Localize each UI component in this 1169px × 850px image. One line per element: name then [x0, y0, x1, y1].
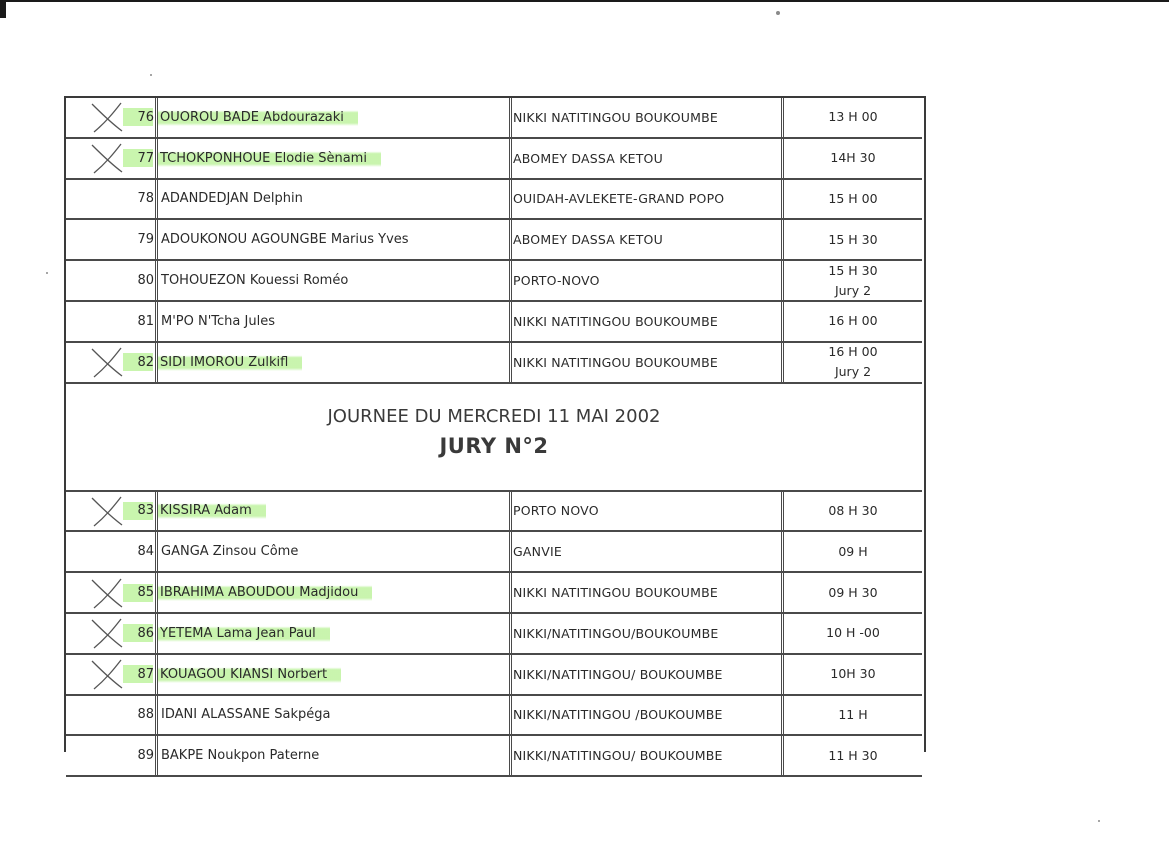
candidate-name-cell	[158, 302, 512, 341]
table-row	[66, 98, 922, 139]
time-cell	[784, 655, 922, 694]
zone-text: NIKKI NATITINGOU BOUKOUMBE	[513, 354, 718, 370]
time-cell	[784, 573, 922, 612]
zone-cell	[511, 139, 784, 178]
candidate-name-cell	[158, 696, 512, 735]
row-number: 88	[137, 707, 154, 723]
table-row	[66, 736, 922, 777]
candidate-name: M'PO N'Tcha Jules	[161, 313, 275, 329]
row-number: 81	[137, 313, 154, 329]
row-number-cell	[66, 343, 158, 382]
time-cell	[784, 614, 922, 653]
zone-cell	[511, 532, 784, 571]
zone-text: NIKKI/NATITINGOU/BOUKOUMBE	[513, 625, 719, 641]
table-row	[66, 139, 922, 180]
zone-text: NIKKI/NATITINGOU/ BOUKOUMBE	[513, 666, 723, 682]
candidate-name-cell	[158, 139, 512, 178]
row-number-cell	[66, 655, 158, 694]
zone-text: NIKKI NATITINGOU BOUKOUMBE	[513, 109, 718, 125]
table-row	[66, 573, 922, 614]
zone-cell	[511, 220, 784, 259]
candidate-name-cell	[158, 532, 512, 571]
row-number-cell	[66, 532, 158, 571]
candidate-name: OUOROU BADE Abdourazaki	[158, 109, 358, 126]
time-text: 15 H 00	[828, 190, 878, 206]
jury-text: Jury 2	[834, 364, 872, 380]
row-number-cell	[66, 614, 158, 653]
candidate-name: TCHOKPONHOUE Elodie Sènami	[158, 150, 381, 167]
zone-text: NIKKI/NATITINGOU /BOUKOUMBE	[513, 707, 723, 723]
row-number: 82	[137, 354, 154, 370]
scan-speck	[776, 11, 780, 15]
time-text: 09 H 30	[828, 584, 878, 600]
time-text: 11 H 30	[828, 747, 878, 763]
zone-text: PORTO NOVO	[513, 503, 599, 519]
row-number: 85	[137, 585, 154, 601]
candidate-name-cell	[158, 343, 512, 382]
time-cell	[784, 302, 922, 341]
zone-text: ABOMEY DASSA KETOU	[513, 232, 663, 248]
candidate-name-cell	[158, 655, 512, 694]
candidate-name: BAKPE Noukpon Paterne	[161, 748, 320, 764]
candidate-name: IBRAHIMA ABOUDOU Madjidou	[158, 584, 372, 601]
schedule-table	[64, 96, 926, 764]
table-row	[66, 302, 922, 343]
row-number-cell	[66, 302, 158, 341]
candidate-name: ADOUKONOU AGOUNGBE Marius Yves	[161, 232, 409, 248]
zone-text: OUIDAH-AVLEKETE-GRAND POPO	[513, 191, 725, 207]
table-row	[66, 532, 922, 573]
zone-cell	[511, 98, 784, 137]
time-cell	[784, 532, 922, 571]
candidate-name: IDANI ALASSANE Sakpéga	[161, 707, 331, 723]
time-cell	[784, 343, 922, 382]
zone-text: NIKKI/NATITINGOU/ BOUKOUMBE	[513, 748, 723, 764]
day-section-header	[66, 383, 922, 492]
time-cell	[784, 261, 922, 300]
zone-cell	[511, 261, 784, 300]
time-cell	[784, 492, 922, 531]
zone-cell	[511, 302, 784, 341]
row-number: 86	[137, 625, 154, 641]
candidate-name-cell	[158, 261, 512, 300]
time-text: 11 H	[838, 706, 868, 722]
row-number-cell	[66, 220, 158, 259]
table-row	[66, 696, 922, 737]
table-row	[66, 614, 922, 655]
table-row	[66, 492, 922, 533]
row-number-cell	[66, 492, 158, 531]
row-number-cell	[66, 261, 158, 300]
time-text: 15 H 30	[828, 231, 878, 247]
time-cell	[784, 220, 922, 259]
scan-edge-corner	[0, 0, 6, 18]
table-row	[66, 220, 922, 261]
row-number: 89	[137, 748, 154, 764]
row-number-cell	[66, 736, 158, 775]
time-text: 10H 30	[830, 666, 876, 682]
candidate-name: TOHOUEZON Kouessi Roméo	[161, 273, 349, 289]
row-number: 78	[137, 191, 154, 207]
row-number: 83	[137, 503, 154, 519]
candidate-name: KISSIRA Adam	[158, 502, 266, 519]
section-subtitle: JURY N°2	[439, 433, 549, 458]
scan-speck	[1098, 820, 1100, 822]
row-number-cell	[66, 573, 158, 612]
candidate-name-cell	[158, 492, 512, 531]
scan-speck	[46, 272, 48, 274]
zone-cell	[511, 343, 784, 382]
scan-edge-top	[0, 0, 1169, 2]
zone-cell	[511, 696, 784, 735]
row-number-cell	[66, 180, 158, 219]
time-text: 14H 30	[830, 150, 876, 166]
zone-text: ABOMEY DASSA KETOU	[513, 150, 663, 166]
row-number: 76	[137, 109, 154, 125]
zone-text: PORTO-NOVO	[513, 273, 600, 289]
section-title: JOURNEE DU MERCREDI 11 MAI 2002	[327, 405, 661, 427]
candidate-name: GANGA Zinsou Côme	[161, 544, 299, 560]
candidate-name-cell	[158, 614, 512, 653]
table-row	[66, 180, 922, 221]
table-row	[66, 655, 922, 696]
candidate-name: SIDI IMOROU Zulkifl	[158, 354, 302, 371]
candidate-name: KOUAGOU KIANSI Norbert	[158, 666, 341, 683]
candidate-name-cell	[158, 98, 512, 137]
time-text: 16 H 00	[828, 313, 878, 329]
time-text: 13 H 00	[828, 109, 878, 125]
zone-cell	[511, 614, 784, 653]
row-number: 84	[137, 544, 154, 560]
time-text: 10 H -00	[826, 625, 880, 641]
row-number: 79	[137, 232, 154, 248]
time-text: 09 H	[838, 543, 868, 559]
scan-speck	[150, 74, 152, 76]
time-cell	[784, 696, 922, 735]
time-cell	[784, 736, 922, 775]
row-number: 77	[137, 150, 154, 166]
candidate-name-cell	[158, 220, 512, 259]
candidate-name-cell	[158, 180, 512, 219]
zone-cell	[511, 655, 784, 694]
zone-cell	[511, 492, 784, 531]
time-cell	[784, 98, 922, 137]
table-row	[66, 261, 922, 302]
zone-cell	[511, 736, 784, 775]
zone-cell	[511, 573, 784, 612]
row-number-cell	[66, 98, 158, 137]
candidate-name-cell	[158, 736, 512, 775]
row-number: 87	[137, 666, 154, 682]
zone-text: NIKKI NATITINGOU BOUKOUMBE	[513, 313, 718, 329]
zone-text: NIKKI NATITINGOU BOUKOUMBE	[513, 585, 718, 601]
zone-cell	[511, 180, 784, 219]
time-text: 08 H 30	[828, 502, 878, 518]
table-row	[66, 343, 922, 384]
time-cell	[784, 180, 922, 219]
row-number-cell	[66, 139, 158, 178]
candidate-name: ADANDEDJAN Delphin	[161, 191, 303, 207]
candidate-name-cell	[158, 573, 512, 612]
row-number-cell	[66, 696, 158, 735]
time-text: 15 H 30	[828, 262, 878, 278]
time-text: 16 H 00	[828, 344, 878, 360]
zone-text: GANVIE	[513, 544, 562, 560]
jury-text: Jury 2	[834, 282, 872, 298]
candidate-name: YETEMA Lama Jean Paul	[158, 625, 330, 642]
time-cell	[784, 139, 922, 178]
row-number: 80	[137, 273, 154, 289]
